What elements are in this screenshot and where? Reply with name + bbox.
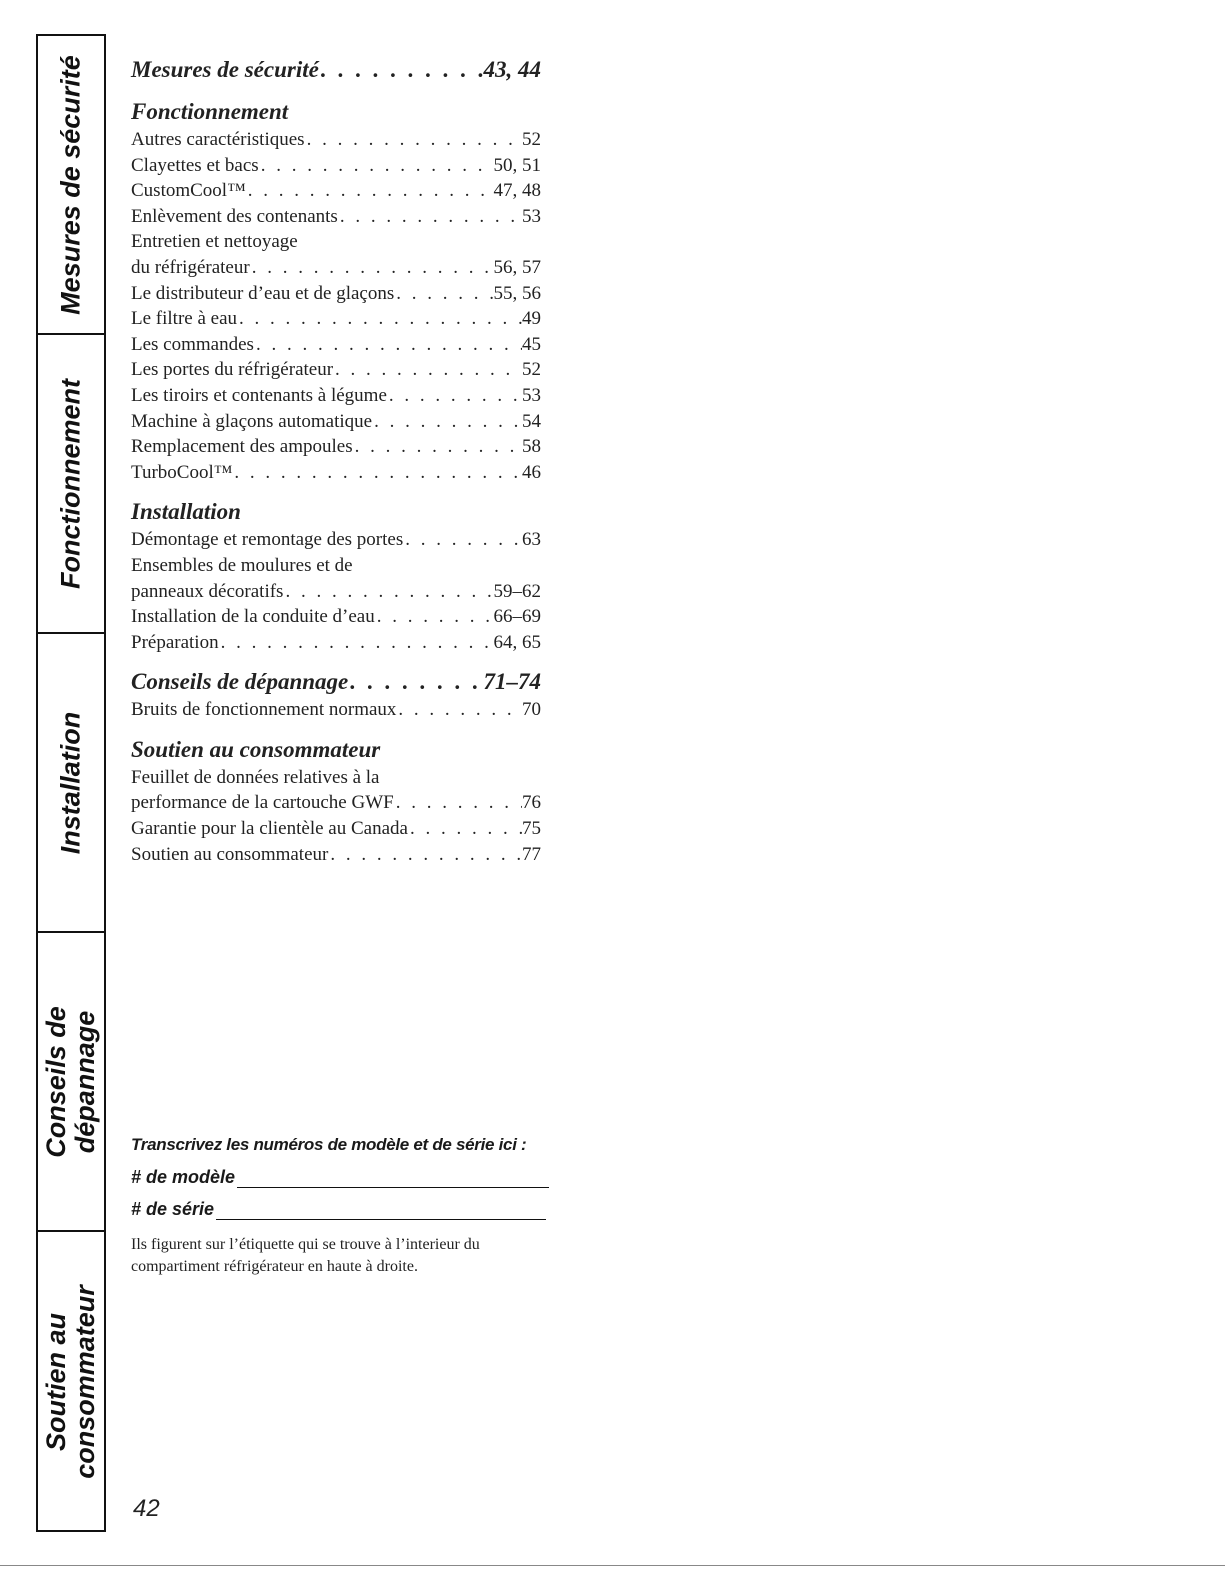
model-number-line[interactable] xyxy=(237,1186,549,1188)
toc-entry[interactable]: Bruits de fonctionnement normaux . . . 70 xyxy=(131,697,541,723)
tab-soutien-au-consommateur[interactable] xyxy=(38,1232,104,1531)
model-number-label: # de modèle xyxy=(131,1167,236,1187)
toc-section-support xyxy=(131,735,541,867)
toc-section-title: Soutien au consommateur xyxy=(131,736,381,762)
tab-label: Installation xyxy=(55,711,86,854)
toc-entry[interactable]: Enlèvement des contenants . . . 53 xyxy=(131,204,541,230)
toc-entry[interactable]: Les portes du réfrigérateur . . . 52 xyxy=(131,357,541,383)
toc-entry[interactable]: Les commandes . . . 45 xyxy=(131,332,541,358)
tab-label: Conseils de dépannage xyxy=(41,1005,100,1158)
toc-entry[interactable]: performance de la cartouche GWF . . . 76 xyxy=(131,790,541,816)
toc-entry[interactable]: Feuillet de données relatives à la xyxy=(131,766,380,788)
toc-entry[interactable]: Garantie pour la clientèle au Canada . . . 75 xyxy=(131,816,541,842)
toc-section-title[interactable]: Conseils de dépannage . . . 71–74 xyxy=(131,667,541,697)
label-location-note: Ils figurent sur l’étiquette qui se trouve à l’interieur du compartiment réfrigérateur en haute à droite. xyxy=(131,1236,480,1275)
tab-installation[interactable] xyxy=(38,634,104,933)
serial-number-row xyxy=(131,1199,571,1220)
toc-section-troubleshooting xyxy=(131,667,541,723)
toc-section-operation xyxy=(131,97,541,485)
toc-entry[interactable]: Remplacement des ampoules . . . 58 xyxy=(131,434,541,460)
toc-section-safety xyxy=(131,55,541,85)
bottom-divider xyxy=(0,1565,1225,1566)
tab-label: Fonctionnement xyxy=(55,378,86,589)
section-tab-strip xyxy=(36,34,106,1532)
toc-entry[interactable]: Soutien au consommateur . . . 77 xyxy=(131,842,541,868)
toc-entry[interactable]: Autres caractéristiques . . . 52 xyxy=(131,127,541,153)
toc-page-ref: 71–74 xyxy=(483,669,541,695)
tab-fonctionnement[interactable] xyxy=(38,335,104,634)
toc-entry[interactable]: Préparation . . . 64, 65 xyxy=(131,630,541,656)
toc-entry[interactable]: Ensembles de moulures et de xyxy=(131,554,353,576)
toc-entry[interactable]: Démontage et remontage des portes . . . 63 xyxy=(131,527,541,553)
tab-conseils-de-depannage[interactable] xyxy=(38,933,104,1232)
serial-number-line[interactable] xyxy=(216,1218,546,1220)
toc-entry[interactable]: Le distributeur d’eau et de glaçons . . . 55, 56 xyxy=(131,281,541,307)
toc-section-title: Fonctionnement xyxy=(131,99,289,124)
toc-entry[interactable]: Les tiroirs et contenants à légume . . . 53 xyxy=(131,383,541,409)
page-number: 42 xyxy=(133,1495,160,1522)
toc-entry[interactable]: Machine à glaçons automatique . . . 54 xyxy=(131,409,541,435)
model-number-row xyxy=(131,1167,571,1188)
tab-mesures-de-securite[interactable] xyxy=(38,36,104,335)
table-of-contents xyxy=(131,55,541,879)
toc-entry[interactable]: Le filtre à eau . . . 49 xyxy=(131,306,541,332)
toc-entry[interactable]: du réfrigérateur . . . 56, 57 xyxy=(131,255,541,281)
toc-page-ref: 43, 44 xyxy=(483,57,541,82)
toc-entry[interactable]: panneaux décoratifs . . . 59–62 xyxy=(131,579,541,605)
toc-entry[interactable]: TurboCool™ . . . 46 xyxy=(131,460,541,486)
tab-label: Soutien au consommateur xyxy=(41,1284,100,1479)
toc-entry[interactable]: Entretien et nettoyage xyxy=(131,231,298,253)
serial-number-label: # de série xyxy=(131,1199,215,1219)
serial-number-section xyxy=(131,1135,571,1278)
serial-heading: Transcrivez les numéros de modèle et de série ici : xyxy=(131,1135,527,1154)
toc-entry[interactable]: Installation de la conduite d’eau . . . 66–69 xyxy=(131,604,541,630)
toc-entry[interactable]: CustomCool™ . . . 47, 48 xyxy=(131,178,541,204)
toc-section-title[interactable]: Mesures de sécurité . . . 43, 44 xyxy=(131,55,541,85)
toc-section-installation xyxy=(131,497,541,655)
toc-entry[interactable]: Clayettes et bacs . . . 50, 51 xyxy=(131,153,541,179)
toc-section-title: Installation xyxy=(131,499,241,525)
tab-label: Mesures de sécurité xyxy=(55,54,86,315)
